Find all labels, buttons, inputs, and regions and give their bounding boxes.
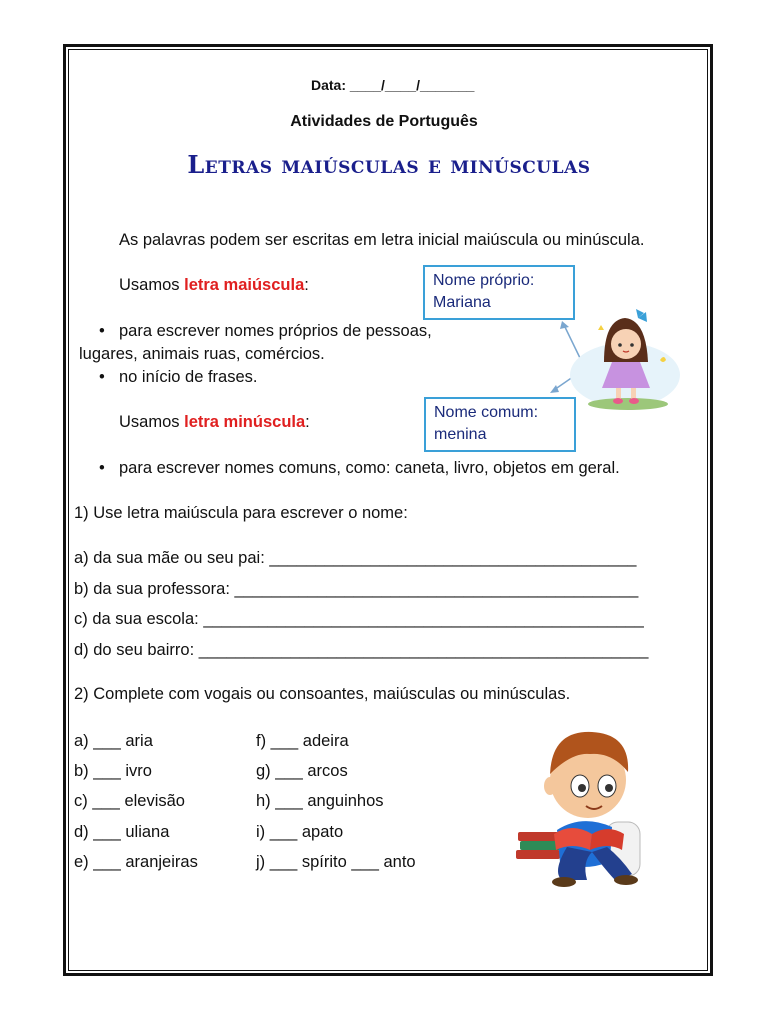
bullet-nomes-comuns: • para escrever nomes comuns, como: caneta, livro, objetos em geral. (119, 459, 620, 478)
girl-illustration (540, 300, 690, 420)
minuscula-heading (119, 413, 310, 432)
bullet-nomes-proprios: • para escrever nomes próprios de pessoas, (119, 322, 432, 341)
exercise1-item-a[interactable]: a) da sua mãe ou seu pai: ________________________________________ (74, 549, 637, 567)
page-subtitle: Atividades de Português (290, 113, 478, 130)
exercise2-item-g[interactable]: g) ___ arcos (256, 762, 348, 780)
exercise1-prompt: 1) Use letra maiúscula para escrever o nome: (74, 504, 408, 522)
exercise2-item-b[interactable]: b) ___ ivro (74, 762, 152, 780)
arrow-to-proprio (564, 325, 580, 358)
arrow-head-icon (550, 385, 559, 393)
boy-reading-illustration (512, 722, 652, 892)
maiuscula-heading (119, 276, 309, 295)
exercise2-item-d[interactable]: d) ___ uliana (74, 823, 170, 841)
nome-comum-label: Nome comum: (434, 404, 539, 421)
exercise2-item-h[interactable]: h) ___ anguinhos (256, 792, 384, 810)
exercise1-item-b[interactable]: b) da sua professora: ____________________________________________ (74, 580, 639, 598)
exercise2-item-a[interactable]: a) ___ aria (74, 732, 153, 750)
grass (588, 398, 668, 410)
page-title: Letras maiúsculas e minúsculas (187, 150, 591, 179)
exercise1-item-c[interactable]: c) da sua escola: ________________________________________________ (74, 610, 644, 628)
hair-bow-icon (636, 309, 647, 322)
bullet-nomes-proprios-cont: lugares, animais ruas, comércios. (79, 345, 325, 363)
arrow-head-icon (560, 321, 569, 329)
exercise1-item-d[interactable]: d) do seu bairro: _________________________________________________ (74, 641, 649, 659)
exercise2-item-c[interactable]: c) ___ elevisão (74, 792, 185, 810)
star-icon (598, 325, 604, 330)
date-field: Data: ____/____/_______ (311, 77, 475, 93)
nome-proprio-example: Mariana (433, 294, 491, 311)
colon: : (305, 413, 310, 431)
maiuscula-term: letra maiúscula (184, 276, 305, 294)
exercise2-item-f[interactable]: f) ___ adeira (256, 732, 349, 750)
usamos-label: Usamos (119, 276, 180, 294)
minuscula-term: letra minúscula (184, 413, 306, 431)
colon: : (304, 276, 309, 294)
exercise2-item-e[interactable]: e) ___ aranjeiras (74, 853, 198, 871)
usamos-label: Usamos (119, 413, 180, 431)
intro-sentence: As palavras podem ser escritas em letra inicial maiúscula ou minúscula. (119, 231, 645, 249)
exercise2-prompt: 2) Complete com vogais ou consoantes, maiúsculas ou minúsculas. (74, 685, 571, 703)
girl-face (611, 329, 641, 359)
book-stack (516, 850, 560, 859)
nome-proprio-label: Nome próprio: (433, 272, 535, 289)
nome-comum-example: menina (434, 426, 487, 443)
bullet-inicio-frases: • no início de frases. (119, 368, 258, 387)
exercise2-item-j[interactable]: j) ___ spírito ___ anto (256, 853, 416, 871)
exercise2-item-i[interactable]: i) ___ apato (256, 823, 344, 841)
